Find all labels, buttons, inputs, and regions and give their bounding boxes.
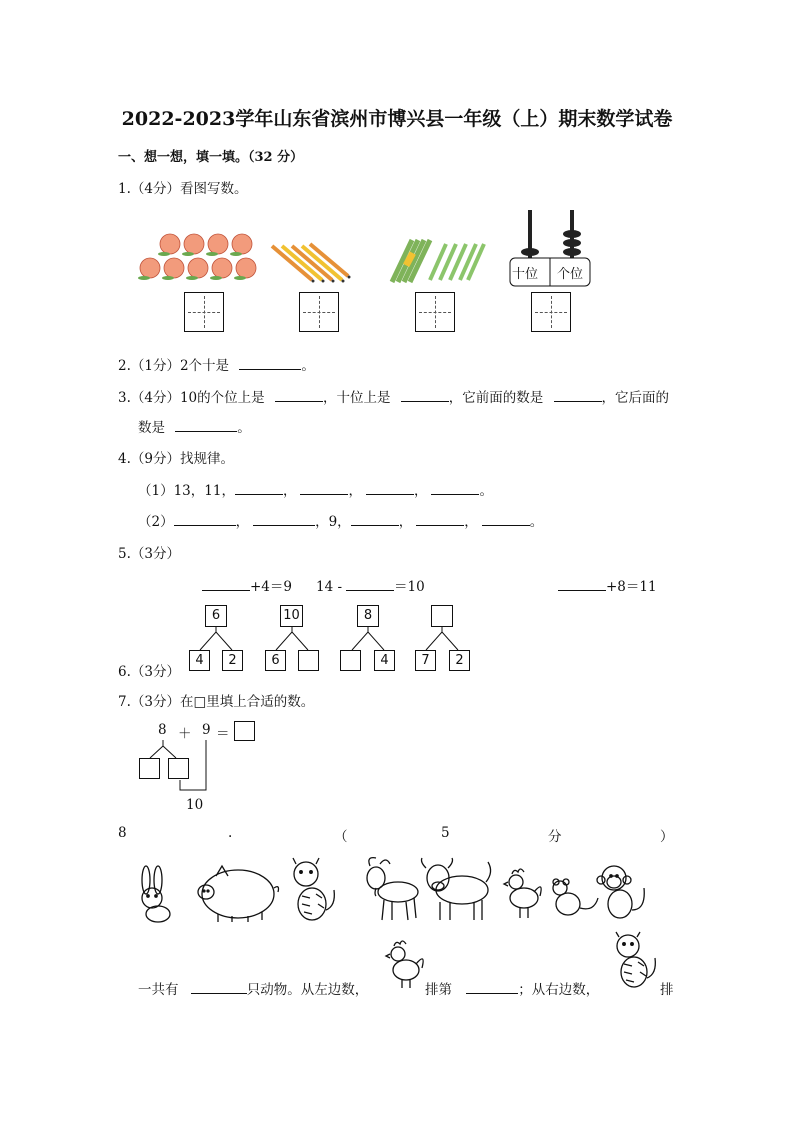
bond-left-box[interactable]: 6 [265,650,286,671]
tiger-icon [614,932,660,990]
question-3-text: 数是 [138,420,165,436]
answer-grid[interactable] [531,292,571,332]
pattern-text: （2） [138,514,174,530]
monkey-icon [597,866,644,918]
answer-blank[interactable] [558,578,606,591]
peaches-icon [136,232,266,282]
equation-text: +4＝9 [250,579,292,595]
answer-blank[interactable] [235,482,283,495]
split-left-box[interactable] [139,758,160,779]
question-8-text: 排第 [425,982,452,998]
question-8-number: 8 [118,825,127,841]
answer-grid[interactable] [299,292,339,332]
answer-grid[interactable] [184,292,224,332]
equation-text: ＝10 [394,579,425,595]
tiger-icon [293,858,334,920]
question-3-text: ，它后面的 [601,390,670,406]
answer-blank[interactable] [202,578,250,591]
pattern-text: （1）13，11， [138,483,235,499]
answer-blank[interactable] [416,513,464,526]
punctuation: （ [334,829,348,845]
answer-blank[interactable] [482,513,530,526]
section-heading: 一、想一想，填一填。（32 分） [118,150,304,165]
question-8-line-2 [425,978,599,998]
rooster-icon [504,869,541,918]
bond-top-box[interactable]: 10 [280,605,303,627]
rabbit-icon [142,866,170,922]
answer-blank[interactable] [239,357,301,370]
question-8-text: 排 [660,982,674,998]
page-title: 2022-2023学年山东省滨州市博兴县一年级（上）期末数学试卷 [121,108,673,130]
answer-blank[interactable] [253,513,315,526]
punctuation: 。 [479,483,493,499]
abacus-ones-label: 个位 [557,267,584,282]
answer-blank[interactable] [346,578,394,591]
answer-blank[interactable] [401,389,449,402]
answer-blank[interactable] [466,981,518,994]
equation-text: 14 - [316,579,343,595]
question-8-text: 只动物。从左边数， [246,982,369,998]
bond-top-box[interactable]: 6 [205,605,227,627]
animals-row [136,852,656,924]
bond-left-box[interactable]: 7 [415,650,436,671]
question-8-text: 一共有 [138,982,179,998]
question-8-text: ；从右边数， [518,982,600,998]
answer-blank[interactable] [175,419,237,432]
pencils-icon [268,240,350,285]
question-3-text: ，它前面的数是 [448,390,544,406]
punctuation: ， [235,514,250,530]
pattern-text: ，9， [315,514,351,530]
cow-icon [422,858,491,920]
question-8-line [138,978,368,998]
punctuation: . [228,825,233,841]
punctuation: ， [413,483,428,499]
bond-right-box[interactable]: 4 [374,650,395,671]
punctuation: 。 [529,514,544,530]
answer-blank[interactable] [191,981,247,994]
rooster-icon [386,940,426,990]
answer-blank[interactable] [366,482,414,495]
equation-2 [316,575,425,595]
punctuation: ， [282,483,297,499]
answer-blank[interactable] [174,513,236,526]
punctuation: 。 [301,358,315,374]
bond-left-box[interactable]: 4 [189,650,210,671]
question-3-text: ，十位上是 [322,390,391,406]
answer-blank[interactable] [554,389,602,402]
plus-sign: ＋ [178,726,192,742]
equals-sign: ＝ [216,726,230,742]
pattern-row-2 [138,510,543,530]
question-8-unit: 分 [548,829,562,845]
bond-left-box[interactable] [340,650,361,671]
addend-a: 8 [158,722,167,738]
answer-blank[interactable] [431,482,479,495]
pig-icon [198,866,279,922]
punctuation: 。 [237,420,251,436]
question-3-line-1 [118,386,669,406]
pattern-row-1 [138,479,493,499]
sticks-bundle-icon [388,236,488,288]
bond-right-box[interactable]: 2 [449,650,470,671]
bond-right-box[interactable]: 2 [222,650,243,671]
question-7-label: 7.（3分）在□里填上合适的数。 [118,694,315,710]
answer-grid[interactable] [415,292,455,332]
question-2 [118,354,315,374]
equation-3 [558,575,657,595]
question-8-score: 5 [441,825,450,841]
question-3-label: 3.（4分）10的个位上是 [118,390,265,406]
answer-blank[interactable] [351,513,399,526]
rat-icon [553,879,598,915]
answer-blank[interactable] [300,482,348,495]
question-4-label: 4.（9分）找规律。 [118,451,234,467]
goat-icon [367,858,418,920]
bond-top-box[interactable] [431,605,453,627]
punctuation: ， [348,483,362,499]
question-5-label: 5.（3分） [118,546,180,562]
equation-text: +8＝11 [606,579,657,595]
punctuation: ， [398,514,413,530]
addend-b: 9 [202,722,211,738]
abacus-tens-label: 十位 [512,267,539,282]
split-right-box[interactable] [168,758,189,779]
make-ten-label: 10 [186,797,204,813]
punctuation: ， [464,514,478,530]
bond-top-box[interactable]: 8 [357,605,379,627]
question-6-label: 6.（3分） [118,664,180,680]
sum-answer-box[interactable] [234,721,255,741]
equation-1 [202,575,292,595]
bond-right-box[interactable] [298,650,319,671]
question-2-label: 2.（1分）2个十是 [118,358,230,374]
question-3-line-2 [138,416,251,436]
punctuation: ） [660,829,674,845]
answer-blank[interactable] [275,389,323,402]
question-1-label: 1.（4分）看图写数。 [118,181,248,197]
